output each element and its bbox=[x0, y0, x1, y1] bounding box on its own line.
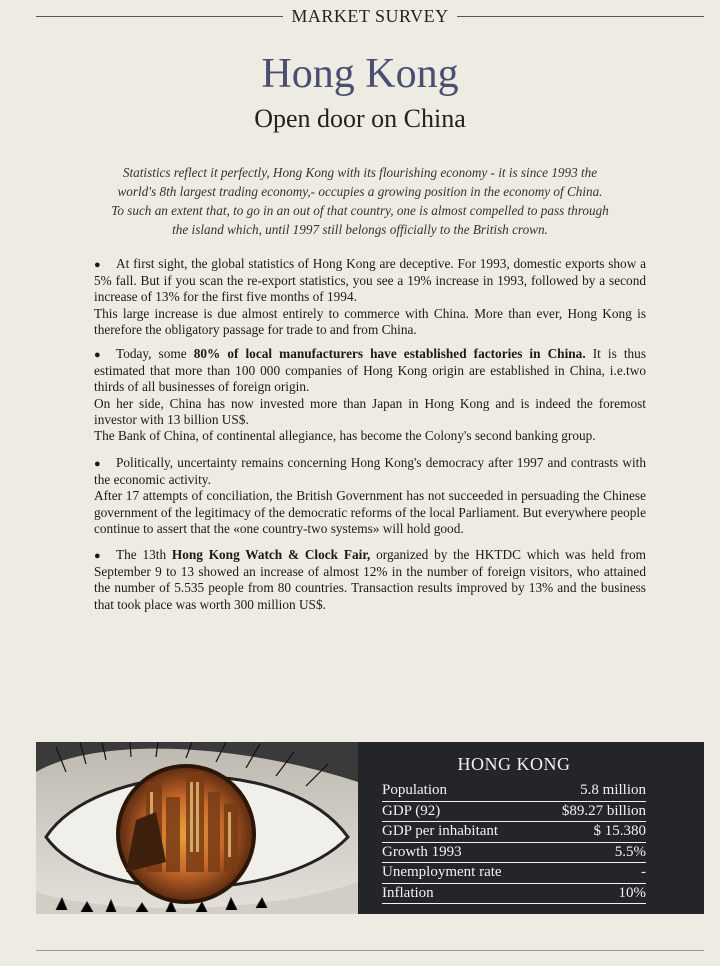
fact-panel bbox=[36, 742, 704, 914]
fact-box-title: HONG KONG bbox=[457, 754, 571, 774]
paragraph-text: It is thus estimated that more than 100 000 companies of Hong Kong origin are established in China, i.e.two thirds of all businesses of foreign origin. bbox=[94, 346, 646, 395]
stat-label: GDP per inhabitant bbox=[382, 823, 499, 839]
section-header bbox=[36, 6, 704, 27]
paragraph-text: On her side, China has now invested more than Japan in Hong Kong and is indeed the foremost investor with 13 billion US$. bbox=[94, 395, 646, 427]
paragraph-text: This large increase is due almost entirely to commerce with China. More than ever, Hong Kong is therefore the obligatory passage for trade to and from China. bbox=[94, 305, 646, 337]
stat-value: 5.8 million bbox=[580, 782, 646, 798]
intro-line: world's 8th largest trading economy,- occupies a growing position in the economy of China. bbox=[117, 184, 603, 199]
stat-value: $ 15.380 bbox=[593, 823, 646, 839]
stat-value: $89.27 billion bbox=[561, 802, 646, 819]
page-title: Hong Kong bbox=[261, 51, 459, 97]
article-paragraph-1 bbox=[94, 256, 646, 338]
article-paragraph-3 bbox=[94, 455, 646, 537]
paragraph-text: organized by the HKTDC which was held from September 9 to 13 showed an increase of almost 12% in the number of foreign visitors, who attained the number of 5.535 people from 80 countries. Transaction results improved by 13% and the business that took place was worth 300 million US$. bbox=[94, 547, 646, 612]
article-paragraph-4 bbox=[94, 547, 646, 613]
fact-box bbox=[382, 754, 646, 904]
article-paragraph-2 bbox=[94, 346, 646, 444]
paragraph-text: The 13th bbox=[116, 547, 172, 562]
stat-value: 5.5% bbox=[614, 843, 646, 860]
intro-line: Statistics reflect it perfectly, Hong Kong with its flourishing economy - it is since 1993 the bbox=[122, 165, 598, 180]
stat-row-unemployment bbox=[382, 863, 646, 884]
paragraph-text: Today, some bbox=[116, 346, 194, 361]
paragraph-text: At first sight, the global statistics of Hong Kong are deceptive. For 1993, domestic exports show a 5% fall. But if you scan the re-export statistics, you see a 19% increase in 1993, followed by a second increase of 13% for the first five months of 1994. bbox=[94, 256, 646, 305]
stat-row-growth bbox=[382, 843, 646, 864]
stat-label: GDP (92) bbox=[382, 802, 441, 819]
stat-label: Growth 1993 bbox=[382, 843, 462, 860]
stat-label: Inflation bbox=[382, 884, 434, 901]
paragraph-bold-text: 80% of local manufacturers have established factories in China. bbox=[193, 346, 586, 361]
eye-illustration bbox=[36, 742, 358, 914]
stat-label: Population bbox=[382, 782, 448, 798]
intro-line: To such an extent that, to go in an out of that country, one is almost compelled to pass through bbox=[111, 203, 609, 218]
stat-value: - bbox=[641, 864, 646, 880]
paragraph-text: Politically, uncertainty remains concerning Hong Kong's democracy after 1997 and contrasts with the economic activity. bbox=[94, 455, 646, 488]
intro-line: the island which, until 1997 still belongs officially to the British crown. bbox=[172, 222, 548, 237]
section-label: MARKET SURVEY bbox=[291, 6, 449, 26]
bullet-icon: ● bbox=[94, 458, 101, 470]
bullet-icon: ● bbox=[94, 349, 101, 361]
stat-label: Unemployment rate bbox=[382, 864, 502, 880]
header-rule-left bbox=[36, 16, 283, 17]
stat-row-gdp bbox=[382, 802, 646, 823]
bullet-icon: ● bbox=[94, 259, 101, 271]
header-rule-right bbox=[457, 16, 704, 17]
stat-row-gdp-per-inhabitant bbox=[382, 822, 646, 843]
paragraph-bold-text: Hong Kong Watch & Clock Fair, bbox=[171, 547, 371, 562]
paragraph-text: The Bank of China, of continental allegiance, has become the Colony's second banking group. bbox=[94, 428, 596, 444]
bullet-icon: ● bbox=[94, 550, 101, 562]
footer-rule bbox=[36, 950, 704, 951]
paragraph-text: After 17 attempts of conciliation, the British Government has not succeeded in persuading the Chinese government of the legitimacy of the democratic reforms of the local Parliament. But everywhere people continue to assert that the «one country-two systems» will hold good. bbox=[94, 488, 646, 536]
stat-value: 10% bbox=[618, 884, 646, 901]
stat-row-inflation bbox=[382, 884, 646, 905]
intro-paragraph bbox=[90, 163, 630, 239]
page-subtitle: Open door on China bbox=[254, 104, 466, 133]
stat-row-population bbox=[382, 781, 646, 802]
eye-image bbox=[36, 742, 358, 914]
